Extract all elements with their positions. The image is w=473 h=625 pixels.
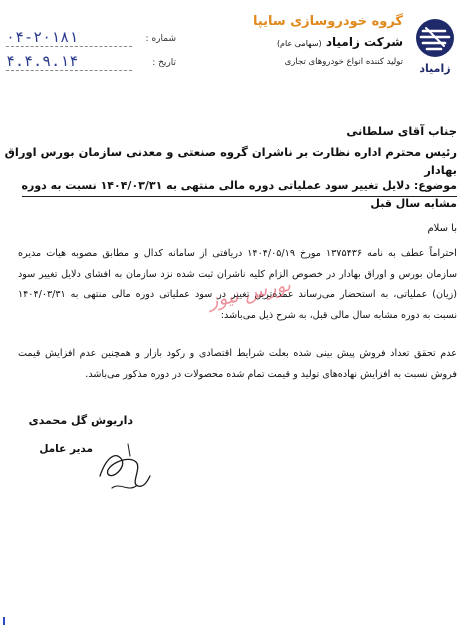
zamyad-logo-icon <box>411 16 459 78</box>
company-type: (سهامی عام) <box>276 39 322 48</box>
letter-date-value: ۴.۴.۹.۱۴ <box>6 52 79 70</box>
letterhead <box>183 14 403 69</box>
company-tagline: تولید کننده انواع خودروهای تجاری <box>284 57 403 67</box>
body-paragraph-1: احتراماً عطف به نامه ۱۳۷۵۴۳۶ مورخ ۱۴۰۴/۰۵/۱۹ دریافتی از سامانه کدال و مطابق مصوبه هیات مدیره سازمان بورس و اوراق بهادار در خصوص الزام کلیه ناشران ثبت شده نزد سازمان به افشای دلایل تغییر سود (زیان) عملیاتی، به استحضار می‌رساند عمده‌ترین تغییر در سود عملیاتی دوره مالی منتهی به ۱۴۰۴/۰۳/۳۱ نسبت به دوره مشابه سال مالی قبل، به شرح ذیل می‌باشد: <box>18 248 457 321</box>
group-name: گروه خودروسازی سایپا <box>252 14 403 29</box>
letter-subject: موضوع: دلایل تغییر سود عملیاتی دوره مالی منتهی به ۱۴۰۴/۰۳/۳۱ نسبت به دوره مشابه سال قبل <box>21 179 457 210</box>
signer-title: مدیر عامل <box>39 443 93 455</box>
body-paragraph-2: عدم تحقق تعداد فروش پیش بینی شده بعلت شرایط اقتصادی و رکود بازار و همچنین عدم افزایش قیمت فروش نسبت به افزایش نهاده‌های تولید و قیمت تمام شده محصولات در دوره مذکور می‌باشد. <box>18 348 457 380</box>
company-name-text: شرکت زامیاد <box>325 35 403 49</box>
recipient-title: رئیس محترم اداره نظارت بر ناشران گروه صنعتی و معدنی سازمان بورس اوراق بهادار <box>4 145 457 177</box>
letter-number-underline <box>6 46 132 47</box>
letter-date-underline <box>6 70 132 71</box>
letter-number-row <box>6 30 176 54</box>
company-name <box>183 33 403 53</box>
recipient-name: جناب آقای سلطانی <box>346 124 457 138</box>
signer-name: داریوش گل محمدی <box>28 414 133 427</box>
logo-text: زامیاد <box>419 62 451 75</box>
handwritten-signature-icon <box>92 436 156 502</box>
letter-number-value: ۰۴-۲۰۱۸۱ <box>6 28 79 46</box>
watermark-stamp: بورس نیوز <box>206 273 293 313</box>
salutation: با سلام <box>427 223 457 234</box>
letter-number-label: شماره : <box>145 34 176 44</box>
subject-underline <box>22 196 457 197</box>
letter-date-label: تاریخ : <box>152 58 176 68</box>
letter-date-row <box>6 54 176 78</box>
page-edge-mark <box>3 617 5 625</box>
letter-meta <box>6 30 176 78</box>
